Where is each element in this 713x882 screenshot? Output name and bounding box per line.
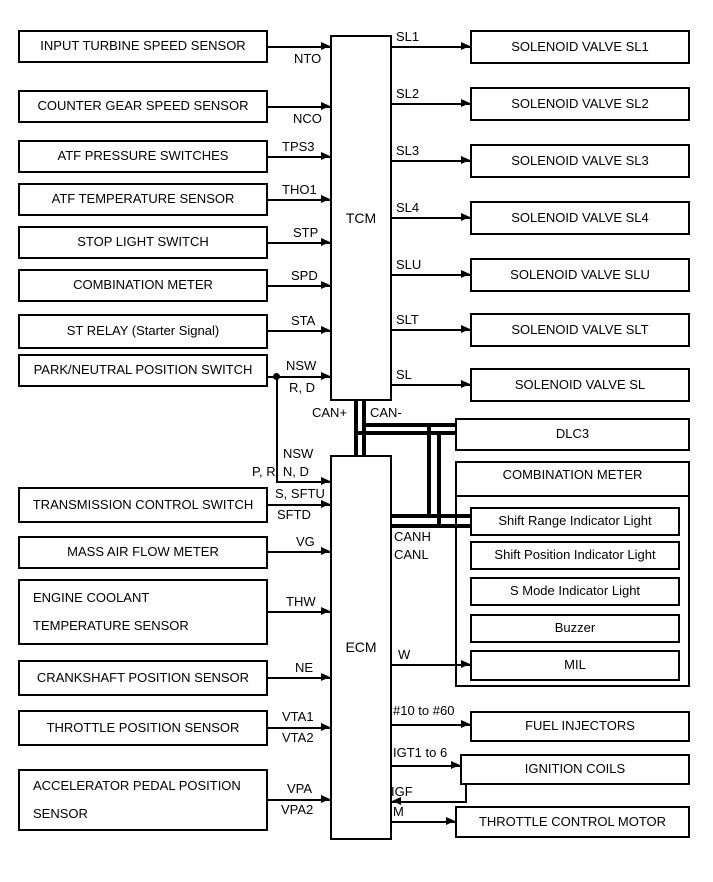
signal-label-injectors: #10 to #60 — [393, 703, 455, 718]
wire-igf-vertical — [465, 785, 467, 803]
wire-injectors — [392, 724, 470, 726]
arrow-right-icon — [461, 325, 470, 333]
can-bus-vertical-1 — [354, 401, 358, 455]
signal-label-igt: IGT1 to 6 — [393, 745, 448, 760]
wire-sl — [392, 384, 470, 386]
arrow-right-icon — [461, 213, 470, 221]
signal-label-nsw: NSW — [286, 358, 317, 373]
combination-meter-title: COMBINATION METER — [502, 467, 643, 482]
signal-label-igf: IGF — [391, 784, 413, 799]
signal-label-vta2: VTA2 — [282, 730, 314, 745]
wire-sl1 — [392, 46, 470, 48]
arrow-right-icon — [321, 372, 330, 380]
can-bus-canl — [392, 524, 470, 528]
arrow-right-icon — [321, 281, 330, 289]
arrow-right-icon — [446, 817, 455, 825]
arrow-right-icon — [321, 673, 330, 681]
signal-label-can-minus: CAN- — [370, 405, 402, 420]
arrow-right-icon — [321, 102, 330, 110]
device-box-throttle-control-motor: THROTTLE CONTROL MOTOR — [455, 806, 690, 838]
device-box-atf-pressure-switches: ATF PRESSURE SWITCHES — [18, 140, 268, 173]
device-box-dlc3: DLC3 — [455, 418, 690, 451]
arrow-right-icon — [321, 195, 330, 203]
device-box-throttle-position-sensor: THROTTLE POSITION SENSOR — [18, 710, 268, 746]
arrow-right-icon — [461, 660, 470, 668]
signal-label-canh: CANH — [394, 529, 431, 544]
signal-label-canl: CANL — [394, 547, 429, 562]
signal-label-tps3: TPS3 — [282, 139, 315, 154]
arrow-right-icon — [321, 42, 330, 50]
device-box-combination-meter-input: COMBINATION METER — [18, 269, 268, 302]
device-box-fuel-injectors: FUEL INJECTORS — [470, 711, 690, 742]
signal-label-vg: VG — [296, 534, 315, 549]
signal-label-sl4: SL4 — [396, 200, 420, 215]
can-bus-vertical-2 — [362, 401, 366, 455]
arrow-right-icon — [461, 42, 470, 50]
indicator-box-buzzer: Buzzer — [470, 614, 680, 643]
indicator-box-shift-position: Shift Position Indicator Light — [470, 541, 680, 570]
signal-label-m: M — [393, 804, 404, 819]
indicator-box-s-mode: S Mode Indicator Light — [470, 577, 680, 606]
signal-label-sl3: SL3 — [396, 143, 420, 158]
device-box-mass-air-flow-meter: MASS AIR FLOW METER — [18, 536, 268, 569]
device-box-solenoid-valve-slu: SOLENOID VALVE SLU — [470, 258, 690, 292]
signal-label-can-plus: CAN+ — [312, 405, 348, 420]
arrow-right-icon — [461, 156, 470, 164]
box-label-line: TEMPERATURE SENSOR — [33, 617, 189, 633]
device-box-atf-temperature-sensor: ATF TEMPERATURE SENSOR — [18, 183, 268, 216]
signal-label-slt: SLT — [396, 312, 419, 327]
signal-label-sta: STA — [291, 313, 316, 328]
signal-label-sl: SL — [396, 367, 412, 382]
arrow-right-icon — [321, 547, 330, 555]
device-box-transmission-control-switch: TRANSMISSION CONTROL SWITCH — [18, 487, 268, 523]
can-bus-drop-1 — [427, 423, 431, 518]
wire-sl2 — [392, 103, 470, 105]
arrow-right-icon — [451, 761, 460, 769]
device-box-st-relay: ST RELAY (Starter Signal) — [18, 314, 268, 349]
signal-label-sl2: SL2 — [396, 86, 420, 101]
arrow-right-icon — [461, 99, 470, 107]
ecm-module-box: ECM — [330, 455, 392, 840]
signal-label-vpa: VPA — [287, 781, 313, 796]
device-box-accelerator-pedal-position-sensor — [18, 769, 268, 831]
signal-label-nto: NTO — [294, 51, 322, 66]
device-box-solenoid-valve-sl3: SOLENOID VALVE SL3 — [470, 144, 690, 178]
signal-label-s-sftu: S, SFTU — [275, 486, 325, 501]
signal-label-w: W — [398, 647, 411, 662]
device-box-crankshaft-position-sensor: CRANKSHAFT POSITION SENSOR — [18, 660, 268, 696]
arrow-right-icon — [321, 326, 330, 334]
signal-label-stp: STP — [293, 225, 319, 240]
signal-label-prnd: P, R, N, D — [252, 464, 309, 479]
wire-slt — [392, 329, 470, 331]
arrow-right-icon — [461, 380, 470, 388]
arrow-right-icon — [321, 607, 330, 615]
arrow-right-icon — [321, 238, 330, 246]
wire-slu — [392, 274, 470, 276]
box-label-line: SENSOR — [33, 805, 88, 821]
device-box-solenoid-valve-sl: SOLENOID VALVE SL — [470, 368, 690, 402]
device-box-engine-coolant-temperature-sensor — [18, 579, 268, 645]
device-box-input-turbine-speed-sensor: INPUT TURBINE SPEED SENSOR — [18, 30, 268, 63]
arrow-right-icon — [321, 152, 330, 160]
arrow-right-icon — [461, 270, 470, 278]
signal-label-r-d: R, D — [289, 380, 315, 395]
signal-label-vta1: VTA1 — [282, 709, 314, 724]
wire-sl3 — [392, 160, 470, 162]
arrow-right-icon — [321, 477, 330, 485]
can-bus-to-dlc3-1 — [362, 423, 455, 427]
wire-w-mil — [392, 664, 470, 666]
signal-label-sl1: SL1 — [396, 29, 420, 44]
arrow-right-icon — [321, 500, 330, 508]
wire-igf — [392, 801, 467, 803]
signal-label-slu: SLU — [396, 257, 422, 272]
indicator-box-mil: MIL — [470, 650, 680, 681]
wire-igt — [392, 765, 460, 767]
tcm-module-box: TCM — [330, 35, 392, 401]
signal-label-nsw-ecm: NSW — [283, 446, 314, 461]
signal-label-tho1: THO1 — [282, 182, 317, 197]
device-box-stop-light-switch: STOP LIGHT SWITCH — [18, 226, 268, 259]
device-box-solenoid-valve-sl1: SOLENOID VALVE SL1 — [470, 30, 690, 64]
device-box-solenoid-valve-sl2: SOLENOID VALVE SL2 — [470, 87, 690, 121]
junction-dot — [273, 373, 280, 380]
device-box-counter-gear-speed-sensor: COUNTER GEAR SPEED SENSOR — [18, 90, 268, 123]
signal-label-spd: SPD — [291, 268, 318, 283]
box-label-line: ENGINE COOLANT — [33, 589, 150, 605]
indicator-box-shift-range: Shift Range Indicator Light — [470, 507, 680, 536]
combination-meter-divider — [455, 495, 690, 497]
signal-label-ne: NE — [295, 660, 314, 675]
device-box-ignition-coils: IGNITION COILS — [460, 754, 690, 785]
device-box-solenoid-valve-slt: SOLENOID VALVE SLT — [470, 313, 690, 347]
signal-label-nco: NCO — [293, 111, 322, 126]
signal-label-sftd: SFTD — [277, 507, 311, 522]
box-label-line: ACCELERATOR PEDAL POSITION — [33, 777, 241, 793]
signal-label-thw: THW — [286, 594, 316, 609]
can-bus-canh — [392, 514, 470, 518]
wire-sl4 — [392, 217, 470, 219]
arrow-right-icon — [461, 720, 470, 728]
arrow-right-icon — [321, 795, 330, 803]
device-box-park-neutral-position-switch: PARK/NEUTRAL POSITION SWITCH — [18, 354, 268, 387]
arrow-right-icon — [321, 723, 330, 731]
signal-label-vpa2: VPA2 — [281, 802, 314, 817]
device-box-solenoid-valve-sl4: SOLENOID VALVE SL4 — [470, 201, 690, 235]
